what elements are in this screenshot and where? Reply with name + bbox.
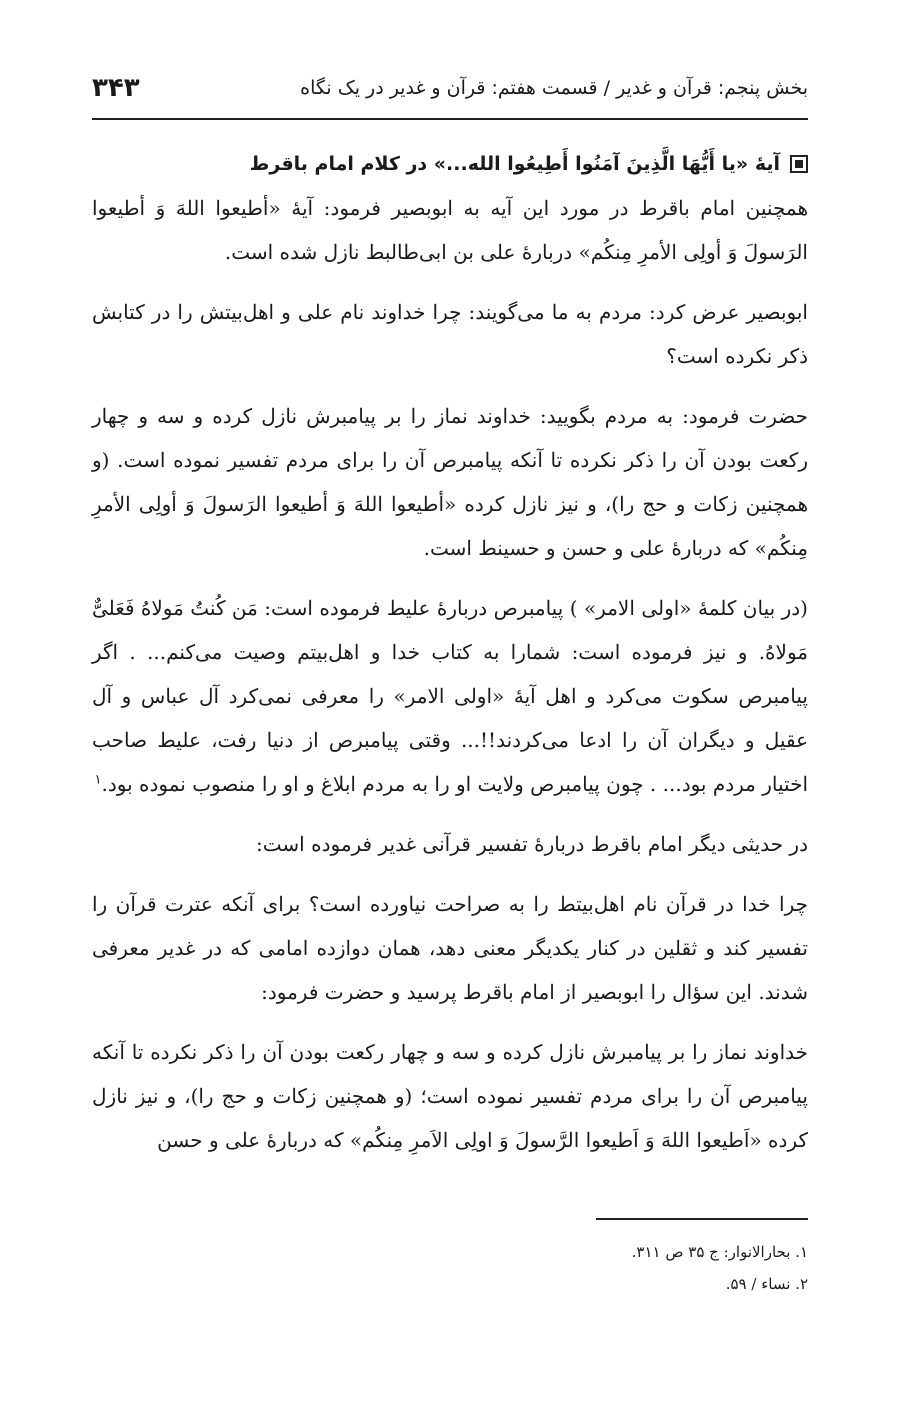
paragraph-text: همچنین امام باقرط در مورد این آیه به ابوبصیر فرمود: آیۀ «أطیعوا اللهَ وَ أطیعوا الرَسولَ وَ أولِی الأمرِ مِنکُم» دربارۀ علی بن ابی‌طالبط نازل شده است. bbox=[92, 196, 808, 264]
footnotes bbox=[408, 1236, 808, 1300]
paragraph bbox=[92, 586, 808, 806]
paragraph-text: خداوند نماز را بر پیامبرش نازل کرده و سه و چهار رکعت بودن آن را ذکر نکرده تا آنکه پیامبرص آن را برای مردم تفسیر نموده است؛ (و همچنین زکات و حج را)، و نیز نازل کرده «اَطیعوا اللهَ وَ اَطیعوا الرَّسولَ وَ اولِی الاَمرِ مِنکُم» که دربارۀ علی و حسن bbox=[92, 1040, 808, 1152]
footnote: ۲. نساء / ۵۹. bbox=[725, 1275, 808, 1293]
footnote-rule bbox=[596, 1218, 808, 1220]
paragraph-text: چرا خدا در قرآن نام اهل‌بیتط را به صراحت نیاورده است؟ برای آنکه عترت قرآن را تفسیر کند و ثقلین در کنار یکدیگر معنی دهد، همان دوازده امامی که در غدیر معرفی شدند. این سؤال را ابوبصیر از امام باقرط پرسید و حضرت فرمود: bbox=[92, 892, 809, 1004]
paragraph bbox=[92, 394, 808, 570]
footnote-ref[interactable]: ۱ bbox=[94, 772, 102, 788]
page-header bbox=[92, 68, 808, 108]
paragraph bbox=[92, 822, 808, 866]
paragraph bbox=[92, 1030, 808, 1162]
paragraph bbox=[92, 290, 808, 378]
paragraph bbox=[92, 186, 808, 274]
footnote: ۱. بحارالانوار: ج ۳۵ ص ۳۱۱. bbox=[631, 1243, 808, 1261]
paragraph bbox=[92, 882, 808, 1014]
page-number: ۳۴۳ bbox=[92, 73, 140, 103]
running-head: بخش پنجم: قرآن و غدیر / قسمت هفتم: قرآن و غدیر در یک نگاه bbox=[300, 77, 808, 99]
paragraph-text: در حدیثی دیگر امام باقرط دربارۀ تفسیر قرآنی غدیر فرموده است: bbox=[256, 832, 808, 856]
paragraph-text: ابوبصیر عرض کرد: مردم به ما می‌گویند: چرا خداوند نام علی و اهل‌بیتش را در کتابش ذکر نکرده است؟ bbox=[92, 300, 808, 368]
paragraph-text: (در بیان کلمۀ «اولی الامر» ) پیامبرص دربارۀ علیط فرموده است: مَن کُنتُ مَولاهُ فَعَلیٌّ مَولاهُ. و نیز فرموده است: شمارا به کتاب خدا و اهل‌بیتم وصیت می‌کنم... . اگر پیامبرص سکوت می‌کرد و اهل آیۀ «اولی الامر» را معرفی نمی‌کرد آل عباس و آل عقیل و دیگران آن را ادعا می‌کردند!!... وقتی پیامبرص از دنیا رفت، علیط صاحب اختیار مردم بود... . چون پیامبرص ولایت او را به مردم ابلاغ و او را منصوب نموده بود. bbox=[92, 596, 809, 796]
section-title bbox=[92, 142, 808, 186]
header-rule bbox=[92, 118, 808, 120]
section-title-text: آیۀ «یا أَیُّهَا الَّذِینَ آمَنُوا أَطِیعُوا الله...» در کلام امام باقرط bbox=[249, 153, 780, 175]
section-bullet-icon bbox=[790, 155, 808, 173]
paragraph-text: حضرت فرمود: به مردم بگویید: خداوند نماز را بر پیامبرش نازل کرده و سه و چهار رکعت بودن آن را ذکر نکرده تا آنکه پیامبرص آن را برای مردم تفسیر نموده است. (و همچنین زکات و حج را)، و نیز نازل کرده «أطیعوا اللهَ وَ أطیعوا الرَسولَ وَ أولِی الأمرِ مِنکُم» که دربارۀ علی و حسن و حسینط است. bbox=[92, 404, 808, 560]
main-text bbox=[92, 142, 808, 1178]
